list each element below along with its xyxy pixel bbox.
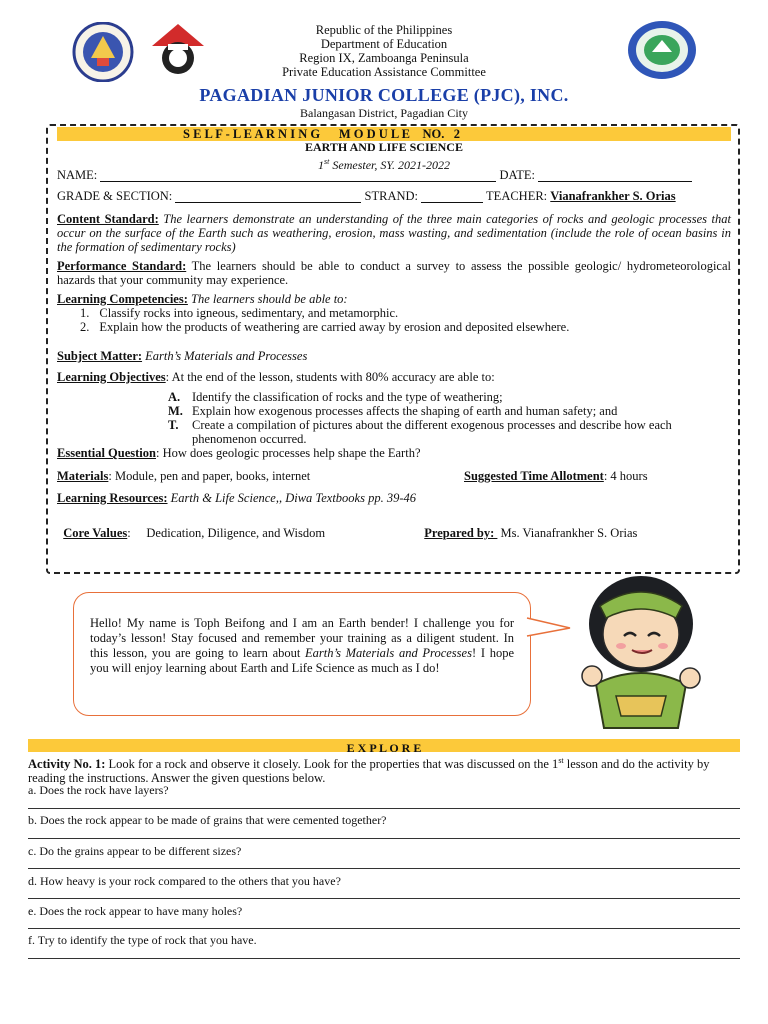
answer-line[interactable] (28, 928, 740, 929)
materials (57, 469, 310, 483)
prepared-text: Ms. Vianafrankher S. Orias (497, 526, 638, 540)
performance-standard (57, 259, 731, 287)
activity-label: Activity No. 1: (28, 757, 106, 772)
subject-matter (57, 349, 307, 363)
activity-text-a: Look for a rock and observe it closely. Look for the properties that was discussed on the 1 (105, 757, 559, 772)
header-line-region: Region IX, Zamboanga Peninsula (299, 51, 469, 65)
header-line-peac: Private Education Assistance Committee (282, 65, 486, 79)
competency-item (80, 320, 569, 334)
name-label: NAME: (57, 168, 98, 182)
header-line-deped: Department of Education (320, 37, 448, 51)
values-label: Core Values (63, 526, 128, 540)
date-label: DATE: (499, 168, 535, 182)
resources-text: Earth & Life Science,, Diwa Textbooks pp. 39-46 (167, 491, 416, 505)
objective-item (168, 418, 728, 446)
objective-text: Identify the classification of rocks and the type of weathering; (192, 390, 503, 404)
answer-line[interactable] (28, 958, 740, 959)
activity-text-b: lesson and do the activity by reading the instructions. Answer the given questions below. (28, 757, 710, 786)
values-text: : Dedication, Diligence, and Wisdom (127, 526, 326, 540)
speech-bubble-text (90, 616, 514, 676)
essential-question (57, 446, 421, 460)
competency-item (80, 306, 398, 320)
competency-num: 1. (80, 306, 90, 320)
essential-label: Essential Question (57, 446, 156, 460)
teacher-label: TEACHER: (486, 189, 548, 203)
learning-objectives (57, 370, 495, 384)
objective-item (168, 390, 728, 404)
competencies-label: Learning Competencies: (57, 292, 188, 306)
question-item: c. Do the grains appear to be different sizes? (28, 844, 242, 858)
school-name: PAGADIAN JUNIOR COLLEGE (PJC), INC. (199, 85, 569, 105)
strand-label: STRAND: (364, 189, 419, 203)
answer-line[interactable] (28, 868, 740, 869)
teacher-name: Vianafrankher S. Orias (550, 189, 676, 203)
question-item: e. Does the rock appear to have many holes? (28, 904, 243, 918)
performance-standard-text: The learners should be able to conduct a survey to assess the possible geologic/ hydrometeorological hazards that your community may experience. (57, 259, 731, 287)
bubble-text-italic: Earth’s Materials and Processes (305, 646, 472, 660)
header-line-republic: Republic of the Philippines (315, 23, 453, 37)
name-date-row (57, 168, 737, 182)
time-allotment (464, 469, 648, 483)
objective-letter: M. (168, 404, 183, 418)
school-district: Balangasan District, Pagadian City (300, 106, 468, 120)
content-standard-label: Content Standard: (57, 212, 159, 226)
grade-strand-row (57, 189, 737, 203)
competencies-intro: The learners should be able to: (187, 292, 348, 306)
objectives-label: Learning Objectives (57, 370, 166, 384)
competency-num: 2. (80, 320, 90, 334)
activity-instructions (28, 754, 740, 785)
objectives-intro: : At the end of the lesson, students with 80% accuracy are able to: (165, 370, 495, 384)
name-field[interactable] (100, 170, 496, 182)
content-standard (57, 212, 731, 254)
answer-line[interactable] (28, 838, 740, 839)
bubble-text-1: Hello! My name is Toph Beifong and I am an Earth bender! I challenge you for today’s lesson! Stay focused and remember your training as a diligent student. In this lesson, you are going to learn about (90, 616, 514, 660)
time-text: : 4 hours (603, 469, 648, 483)
question-item: b. Does the rock appear to be made of grains that were cemented together? (28, 813, 387, 827)
semester-text: Semester, SY. 2021-2022 (329, 158, 450, 172)
objective-text: Explain how exogenous processes affects the shaping of earth and human safety; and (192, 404, 618, 418)
competency-text: Classify rocks into igneous, sedimentary, and metamorphic. (99, 306, 399, 320)
question-item: f. Try to identify the type of rock that you have. (28, 933, 257, 947)
date-field[interactable] (538, 170, 692, 182)
module-banner (57, 127, 731, 141)
learning-resources (57, 491, 416, 505)
objective-letter: T. (168, 418, 179, 432)
time-label: Suggested Time Allotment (464, 469, 604, 483)
toph-character-illustration (566, 566, 716, 732)
grade-field[interactable] (175, 191, 361, 203)
semester-sup: st (324, 157, 330, 166)
prepared-by (418, 512, 637, 540)
module-banner-text: S E L F - L E A R N I N G M O D U L E NO. 2 (183, 127, 461, 141)
performance-standard-label: Performance Standard: (57, 259, 187, 273)
explore-banner-text: E X P L O R E (346, 741, 422, 755)
activity-sup: st (558, 756, 564, 765)
prepared-label: Prepared by: (424, 526, 498, 540)
content-standard-text: The learners demonstrate an understanding of the three main categories of rocks and geologic processes that occur on the surface of the Earth such as weathering, erosion, mass wasting, and sedimentation (include the role of ocean basins in the formation of sedimentary rocks) (57, 212, 731, 254)
objective-text: Create a compilation of pictures about the different exogenous processes and describe how each phenomenon occurred. (192, 418, 672, 446)
explore-banner (28, 739, 740, 755)
semester-num: 1 (318, 158, 325, 172)
materials-label: Materials (57, 469, 109, 483)
essential-text: : How does geologic processes help shape the Earth? (155, 446, 421, 460)
competency-text: Explain how the products of weathering are carried away by erosion and deposited elsewhere. (99, 320, 570, 334)
question-item: d. How heavy is your rock compared to the others that you have? (28, 874, 341, 888)
grade-label: GRADE & SECTION: (57, 189, 173, 203)
strand-field[interactable] (421, 191, 483, 203)
subject-matter-label: Subject Matter: (57, 349, 143, 363)
subject-title: EARTH AND LIFE SCIENCE (305, 140, 463, 154)
objective-letter: A. (168, 390, 181, 404)
core-values (57, 512, 325, 540)
materials-text: : Module, pen and paper, books, internet (108, 469, 311, 483)
answer-line[interactable] (28, 808, 740, 809)
learning-competencies (57, 292, 731, 306)
answer-line[interactable] (28, 898, 740, 899)
subject-matter-text: Earth’s Materials and Processes (142, 349, 308, 363)
question-item: a. Does the rock have layers? (28, 783, 169, 797)
objective-item (168, 404, 728, 418)
bubble-text-2: ! I hope you will enjoy learning about Earth and Life Science as much as I do! (90, 646, 514, 675)
resources-label: Learning Resources: (57, 491, 168, 505)
